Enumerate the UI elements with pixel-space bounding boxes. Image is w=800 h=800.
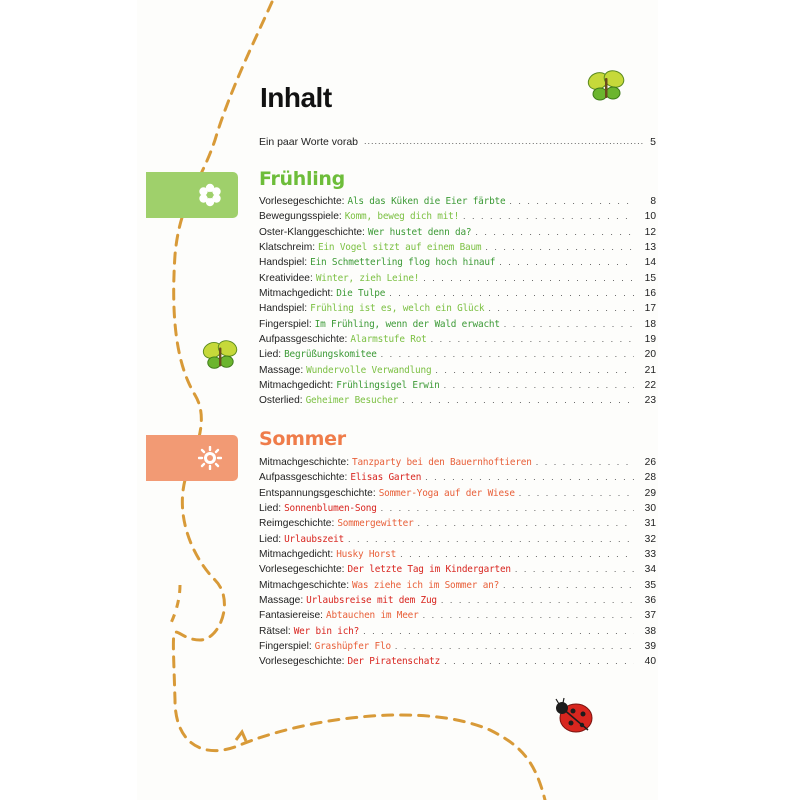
entry-title: Grashüpfer Flo xyxy=(314,641,391,653)
entry-page: 40 xyxy=(644,656,656,668)
dot-leader xyxy=(509,196,634,206)
dot-leader xyxy=(435,365,634,375)
toc-entry[interactable] xyxy=(259,457,656,472)
summer-entries-list xyxy=(259,457,656,672)
toc-entry[interactable] xyxy=(259,610,656,625)
entry-page: 34 xyxy=(644,564,656,576)
entry-page: 17 xyxy=(644,303,656,315)
butterfly-icon xyxy=(586,70,626,104)
entry-type: Kreatividee: xyxy=(259,272,313,284)
dot-leader xyxy=(425,472,634,482)
entry-type: Mitmachgeschichte: xyxy=(259,457,350,468)
dot-leader xyxy=(381,503,634,513)
entry-page: 36 xyxy=(644,595,656,607)
toc-entry[interactable] xyxy=(259,534,656,549)
sun-icon xyxy=(198,446,222,470)
entry-page: 19 xyxy=(644,334,656,346)
toc-entry[interactable] xyxy=(259,365,656,380)
toc-entry[interactable] xyxy=(259,626,656,641)
entry-page: 8 xyxy=(650,196,656,207)
entry-type: Fantasiereise: xyxy=(259,610,323,622)
dot-leader xyxy=(381,349,634,359)
dot-leader xyxy=(389,288,634,298)
dot-leader xyxy=(444,380,634,390)
entry-type: Reimgeschichte: xyxy=(259,518,335,530)
dot-leader xyxy=(536,457,634,467)
entry-type: Aufpassgeschichte: xyxy=(259,472,348,484)
entry-page: 15 xyxy=(644,272,656,284)
flower-icon xyxy=(198,183,222,207)
entry-type: Rätsel: xyxy=(259,625,291,637)
toc-entry[interactable] xyxy=(259,227,656,242)
dot-leader xyxy=(423,273,634,283)
toc-entry[interactable] xyxy=(259,488,656,503)
entry-type: Osterlied: xyxy=(259,395,303,407)
entry-type: Massage: xyxy=(259,595,304,607)
entry-type: Fingerspiel: xyxy=(259,318,312,330)
entry-type: Klatschreim: xyxy=(259,242,316,254)
toc-entry[interactable] xyxy=(259,380,656,395)
dot-leader xyxy=(519,488,634,498)
toc-entry[interactable] xyxy=(259,564,656,579)
summer-section-tab xyxy=(146,435,238,481)
entry-type: Lied: xyxy=(259,349,282,361)
entry-type: Handspiel: xyxy=(259,303,308,315)
entry-title: Im Frühling, wenn der Wald erwacht xyxy=(314,318,500,330)
dot-leader xyxy=(504,319,634,329)
entry-type: Mitmachgedicht: xyxy=(259,380,334,392)
entry-type: Lied: xyxy=(259,533,282,545)
butterfly-icon xyxy=(201,340,239,372)
toc-entry[interactable] xyxy=(259,656,656,671)
toc-entry[interactable] xyxy=(259,196,656,211)
dot-leader xyxy=(363,626,634,636)
entry-type: Fingerspiel: xyxy=(259,641,312,653)
entry-title: Sommergewitter xyxy=(337,518,414,530)
entry-type: Entspannungsgeschichte: xyxy=(259,487,376,499)
entry-page: 21 xyxy=(644,364,656,376)
spring-section-tab xyxy=(146,172,238,218)
dot-leader xyxy=(348,534,634,544)
page-title: Inhalt xyxy=(260,82,332,113)
entry-title: Geheimer Besucher xyxy=(305,395,399,407)
entry-title: Alarmstufe Rot xyxy=(350,334,427,346)
entry-page: 13 xyxy=(644,242,656,254)
entry-title: Komm, beweg dich mit! xyxy=(344,211,460,223)
entry-title: Sommer-Yoga auf der Wiese xyxy=(378,487,515,499)
toc-entry[interactable] xyxy=(259,273,656,288)
entry-page: 26 xyxy=(644,457,656,468)
entry-type: Mitmachgedicht: xyxy=(259,288,334,300)
entry-title: Der letzte Tag im Kindergarten xyxy=(347,564,511,576)
toc-entry[interactable] xyxy=(259,503,656,518)
entry-title: Ein Vogel sitzt auf einem Baum xyxy=(318,242,482,254)
entry-title: Die Tulpe xyxy=(336,288,386,300)
dot-leader xyxy=(475,227,634,237)
dot-leader xyxy=(444,656,634,666)
entry-type: Bewegungsspiele: xyxy=(259,211,342,223)
ladybug-icon xyxy=(553,697,597,737)
dot-leader xyxy=(441,595,634,605)
entry-title: Wer hustet denn da? xyxy=(367,226,472,238)
dot-leader xyxy=(364,136,644,148)
toc-entry[interactable] xyxy=(259,549,656,564)
toc-entry[interactable] xyxy=(259,303,656,318)
entry-title: Begrüßungskomitee xyxy=(284,349,377,361)
entry-title: Winter, zieh Leine! xyxy=(315,272,420,284)
entry-title: Ein Schmetterling flog hoch hinauf xyxy=(310,257,496,269)
entry-page: 31 xyxy=(644,518,656,530)
toc-entry[interactable] xyxy=(259,288,656,303)
entry-title: Elisas Garten xyxy=(350,472,422,484)
entry-type: Handspiel: xyxy=(259,257,308,269)
toc-entry[interactable] xyxy=(259,472,656,487)
toc-entry[interactable] xyxy=(259,641,656,656)
section-title-summer: Sommer xyxy=(259,428,346,450)
entry-title: Tanzparty bei den Bauernhoftieren xyxy=(352,457,532,468)
toc-entry[interactable] xyxy=(259,211,656,226)
entry-page: 39 xyxy=(644,641,656,653)
entry-title: Sonnenblumen-Song xyxy=(284,503,377,515)
dot-leader xyxy=(485,242,634,252)
entry-type: Vorlesegeschichte: xyxy=(259,564,345,576)
entry-type: Aufpassgeschichte: xyxy=(259,334,348,346)
entry-type: Massage: xyxy=(259,364,304,376)
entry-page: 28 xyxy=(644,472,656,484)
dot-leader xyxy=(418,518,634,528)
toc-entry[interactable] xyxy=(259,242,656,257)
entry-page: 33 xyxy=(644,549,656,561)
entry-title: Wundervolle Verwandlung xyxy=(306,364,432,376)
entry-title: Als das Küken die Eier färbte xyxy=(347,196,506,207)
dot-leader xyxy=(515,564,634,574)
entry-page: 23 xyxy=(644,395,656,407)
entry-title: Urlaubszeit xyxy=(284,533,344,545)
toc-intro-row[interactable] xyxy=(259,136,656,148)
dot-leader xyxy=(488,303,634,313)
dot-leader xyxy=(423,610,634,620)
entry-page: 35 xyxy=(644,579,656,591)
dot-leader xyxy=(503,580,634,590)
entry-page: 37 xyxy=(644,610,656,622)
entry-page: 32 xyxy=(644,533,656,545)
entry-page: 14 xyxy=(644,257,656,269)
entry-type: Mitmachgeschichte: xyxy=(259,579,350,591)
dot-leader xyxy=(402,395,634,405)
spring-entries-list xyxy=(259,196,656,411)
dot-leader xyxy=(431,334,634,344)
toc-entry[interactable] xyxy=(259,580,656,595)
entry-type: Lied: xyxy=(259,503,282,515)
dot-leader xyxy=(463,211,634,221)
toc-entry[interactable] xyxy=(259,518,656,533)
entry-title: Abtauchen im Meer xyxy=(326,610,419,622)
entry-page: 16 xyxy=(644,288,656,300)
entry-type: Oster-Klanggeschichte: xyxy=(259,226,365,238)
entry-page: 18 xyxy=(644,318,656,330)
entry-page: 38 xyxy=(644,625,656,637)
entry-title: Urlaubsreise mit dem Zug xyxy=(306,595,437,607)
intro-page: 5 xyxy=(650,136,656,148)
entry-title: Frühlingsigel Erwin xyxy=(336,380,440,392)
entry-title: Was ziehe ich im Sommer an? xyxy=(352,579,500,591)
dot-leader xyxy=(499,257,634,267)
entry-type: Vorlesegeschichte: xyxy=(259,196,345,207)
entry-type: Vorlesegeschichte: xyxy=(259,656,345,668)
intro-label: Ein paar Worte vorab xyxy=(259,136,359,148)
toc-entry[interactable] xyxy=(259,334,656,349)
entry-title: Husky Horst xyxy=(336,549,397,561)
toc-entry[interactable] xyxy=(259,257,656,272)
dot-leader xyxy=(395,641,634,651)
entry-page: 29 xyxy=(644,487,656,499)
toc-entry[interactable] xyxy=(259,595,656,610)
entry-page: 22 xyxy=(644,380,656,392)
entry-page: 12 xyxy=(644,226,656,238)
dot-leader xyxy=(400,549,634,559)
entry-page: 30 xyxy=(644,503,656,515)
toc-entry[interactable] xyxy=(259,395,656,410)
entry-type: Mitmachgedicht: xyxy=(259,549,334,561)
entry-page: 20 xyxy=(644,349,656,361)
entry-title: Wer bin ich? xyxy=(293,625,360,637)
entry-page: 10 xyxy=(644,211,656,223)
entry-title: Frühling ist es, welch ein Glück xyxy=(310,303,485,315)
entry-title: Der Piratenschatz xyxy=(347,656,441,668)
toc-entry[interactable] xyxy=(259,349,656,364)
section-title-spring: Frühling xyxy=(259,168,345,190)
toc-entry[interactable] xyxy=(259,319,656,334)
